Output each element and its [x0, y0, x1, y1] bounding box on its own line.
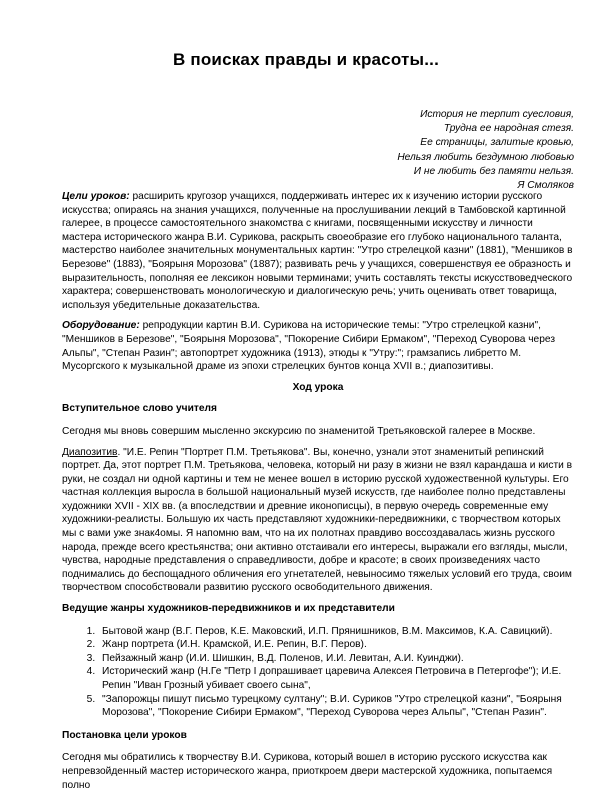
goals-text: расширить кругозор учащихся, поддерживать интерес их к изучению истории русского искусства; опираясь на знания учащихся, полученные на прослушивании лекций в Тамбовской картинной галерее, в процессе самостоятельного знакомства с книгами, посвященными искусству и личности мастера исторического жанра В.И. Сурикова, раскрыть своеобразие его глубоко национального таланта, мастерство наиболее значительных монументальных картин: "Утро стрелецкой казни" (1881), "Меншиков в Березове" (1883), "Боярыня Морозова" (1887); развивать речь у учащихся, совершенствуя ее образность и выразительность, пополняя ее лексикон новыми терминами; учить составлять тексты искусствоведческого характера; совершенствовать монологическую и диалогическую речь; учить оценивать ответ товарища, используя убедительные доказательства. — [62, 191, 573, 311]
epigraph-line: Нельзя любить бездумною любовью — [397, 151, 574, 163]
slide-paragraph — [62, 446, 574, 596]
intro-heading: Вступительное слово учителя — [62, 403, 217, 415]
equipment-text: репродукции картин В.И. Сурикова на исторические темы: "Утро стрелецкой казни", "Меншиков в Березове", "Боярыня Морозова", "Покорение Сибири Ермаком", "Переход Суворова через Альпы", "Степан Разин"; автопортрет художника (1913), этюды к "Утру:"; грамзапись либретто М. Мусоргского к музыкальной драме из эпохи стрелецких бунтов конца XVII в.; диапозитивы. — [62, 320, 556, 373]
epigraph-line: Трудна ее народная стезя. — [443, 123, 574, 135]
intro-text: Сегодня мы вновь совершим мысленно экскурсию по знаменитой Третьяковской галерее в Москве. — [62, 425, 536, 437]
list-item: 1. Бытовой жанр (В.Г. Перов, К.Е. Маковский, И.П. Прянишников, В.М. Максимов, К.А. Савицкий). — [98, 625, 574, 639]
goal-setting-heading: Постановка цели уроков — [62, 729, 187, 741]
goals-label: Цели уроков: — [62, 191, 130, 202]
epigraph-author: Я Смоляков — [517, 180, 574, 192]
list-item: 2. Жанр портрета (И.Н. Крамской, И.Е. Репин, В.Г. Перов). — [98, 638, 574, 652]
slide-text: . "И.Е. Репин "Портрет П.М. Третьякова". Вы, конечно, узнали этот знаменитый репинский портрет. Да, этот портрет П.М. Третьякова, человека, который ни разу в жизни не взял карандаша и кисти в руки, не создал ни одной картины и тем не менее вошел в историю русской художественной культуры. Его частная коллекция выросла в большой национальный музей искусств, где наиболее полно представлены художники XVII - XIX вв. (а впоследствии и древние иконописцы), в первую очередь современные ему художники-реалисты. Большую их часть представляют художники-передвижники, с творчеством которых мы с вами уже знак4омы. Я напомню вам, что на их полотнах правдиво воссоздавалась жизнь русского народа, прежде всего крестьянства; они активно отстаивали его интересы, выражали его взгляды, мысли, чувства, народные представления о справедливости, добре и красоте; в своих произведениях часто поднимались до беспощадного обличения его угнетателей, невыносимо тяжелых условий его труда, своим творчеством способствовали развитию русского освободительного движения. — [62, 446, 573, 594]
genres-list — [62, 625, 574, 720]
equipment-label: Оборудование: — [62, 320, 140, 332]
list-item: 3. Пейзажный жанр (И.И. Шишкин, В.Д. Поленов, И.И. Левитан, А.И. Куинджи). — [98, 652, 574, 666]
equipment-paragraph — [62, 319, 574, 373]
list-item: 4. Исторический жанр (Н.Ге "Петр I допрашивает царевича Алексея Петровича в Петергофе"); И.Е. Репин "Иван Грозный убивает своего сына", — [98, 665, 574, 692]
epigraph-line: Ее страницы, залитые кровью, — [420, 137, 574, 149]
lesson-heading: Ход урока — [292, 381, 344, 393]
document-body — [62, 190, 574, 799]
slide-label: Диапозитив — [62, 446, 118, 458]
epigraph — [254, 108, 574, 193]
epigraph-line: История не терпит суесловия, — [420, 109, 574, 120]
list-item: 5. "Запорожцы пишут письмо турецкому султану"; В.И. Суриков "Утро стрелецкой казни", "Боярыня Морозова", "Покорение Сибири Ермаком", "Переход Суворова через Альпы", "Степан Разин". — [98, 693, 574, 720]
genres-heading: Ведущие жанры художников-передвижников и их представители — [62, 603, 395, 615]
goal-setting-text: Сегодня мы обратились к творчеству В.И. Сурикова, который вошел в историю русского искусства как непревзойденный мастер исторического жанра, приоткроем двери мастерской художника, попытаемся полно — [62, 752, 553, 791]
page-title: В поисках правды и красоты... — [172, 50, 440, 69]
goals-paragraph — [62, 190, 574, 312]
epigraph-line: И не любить без памяти нельзя. — [413, 165, 574, 177]
